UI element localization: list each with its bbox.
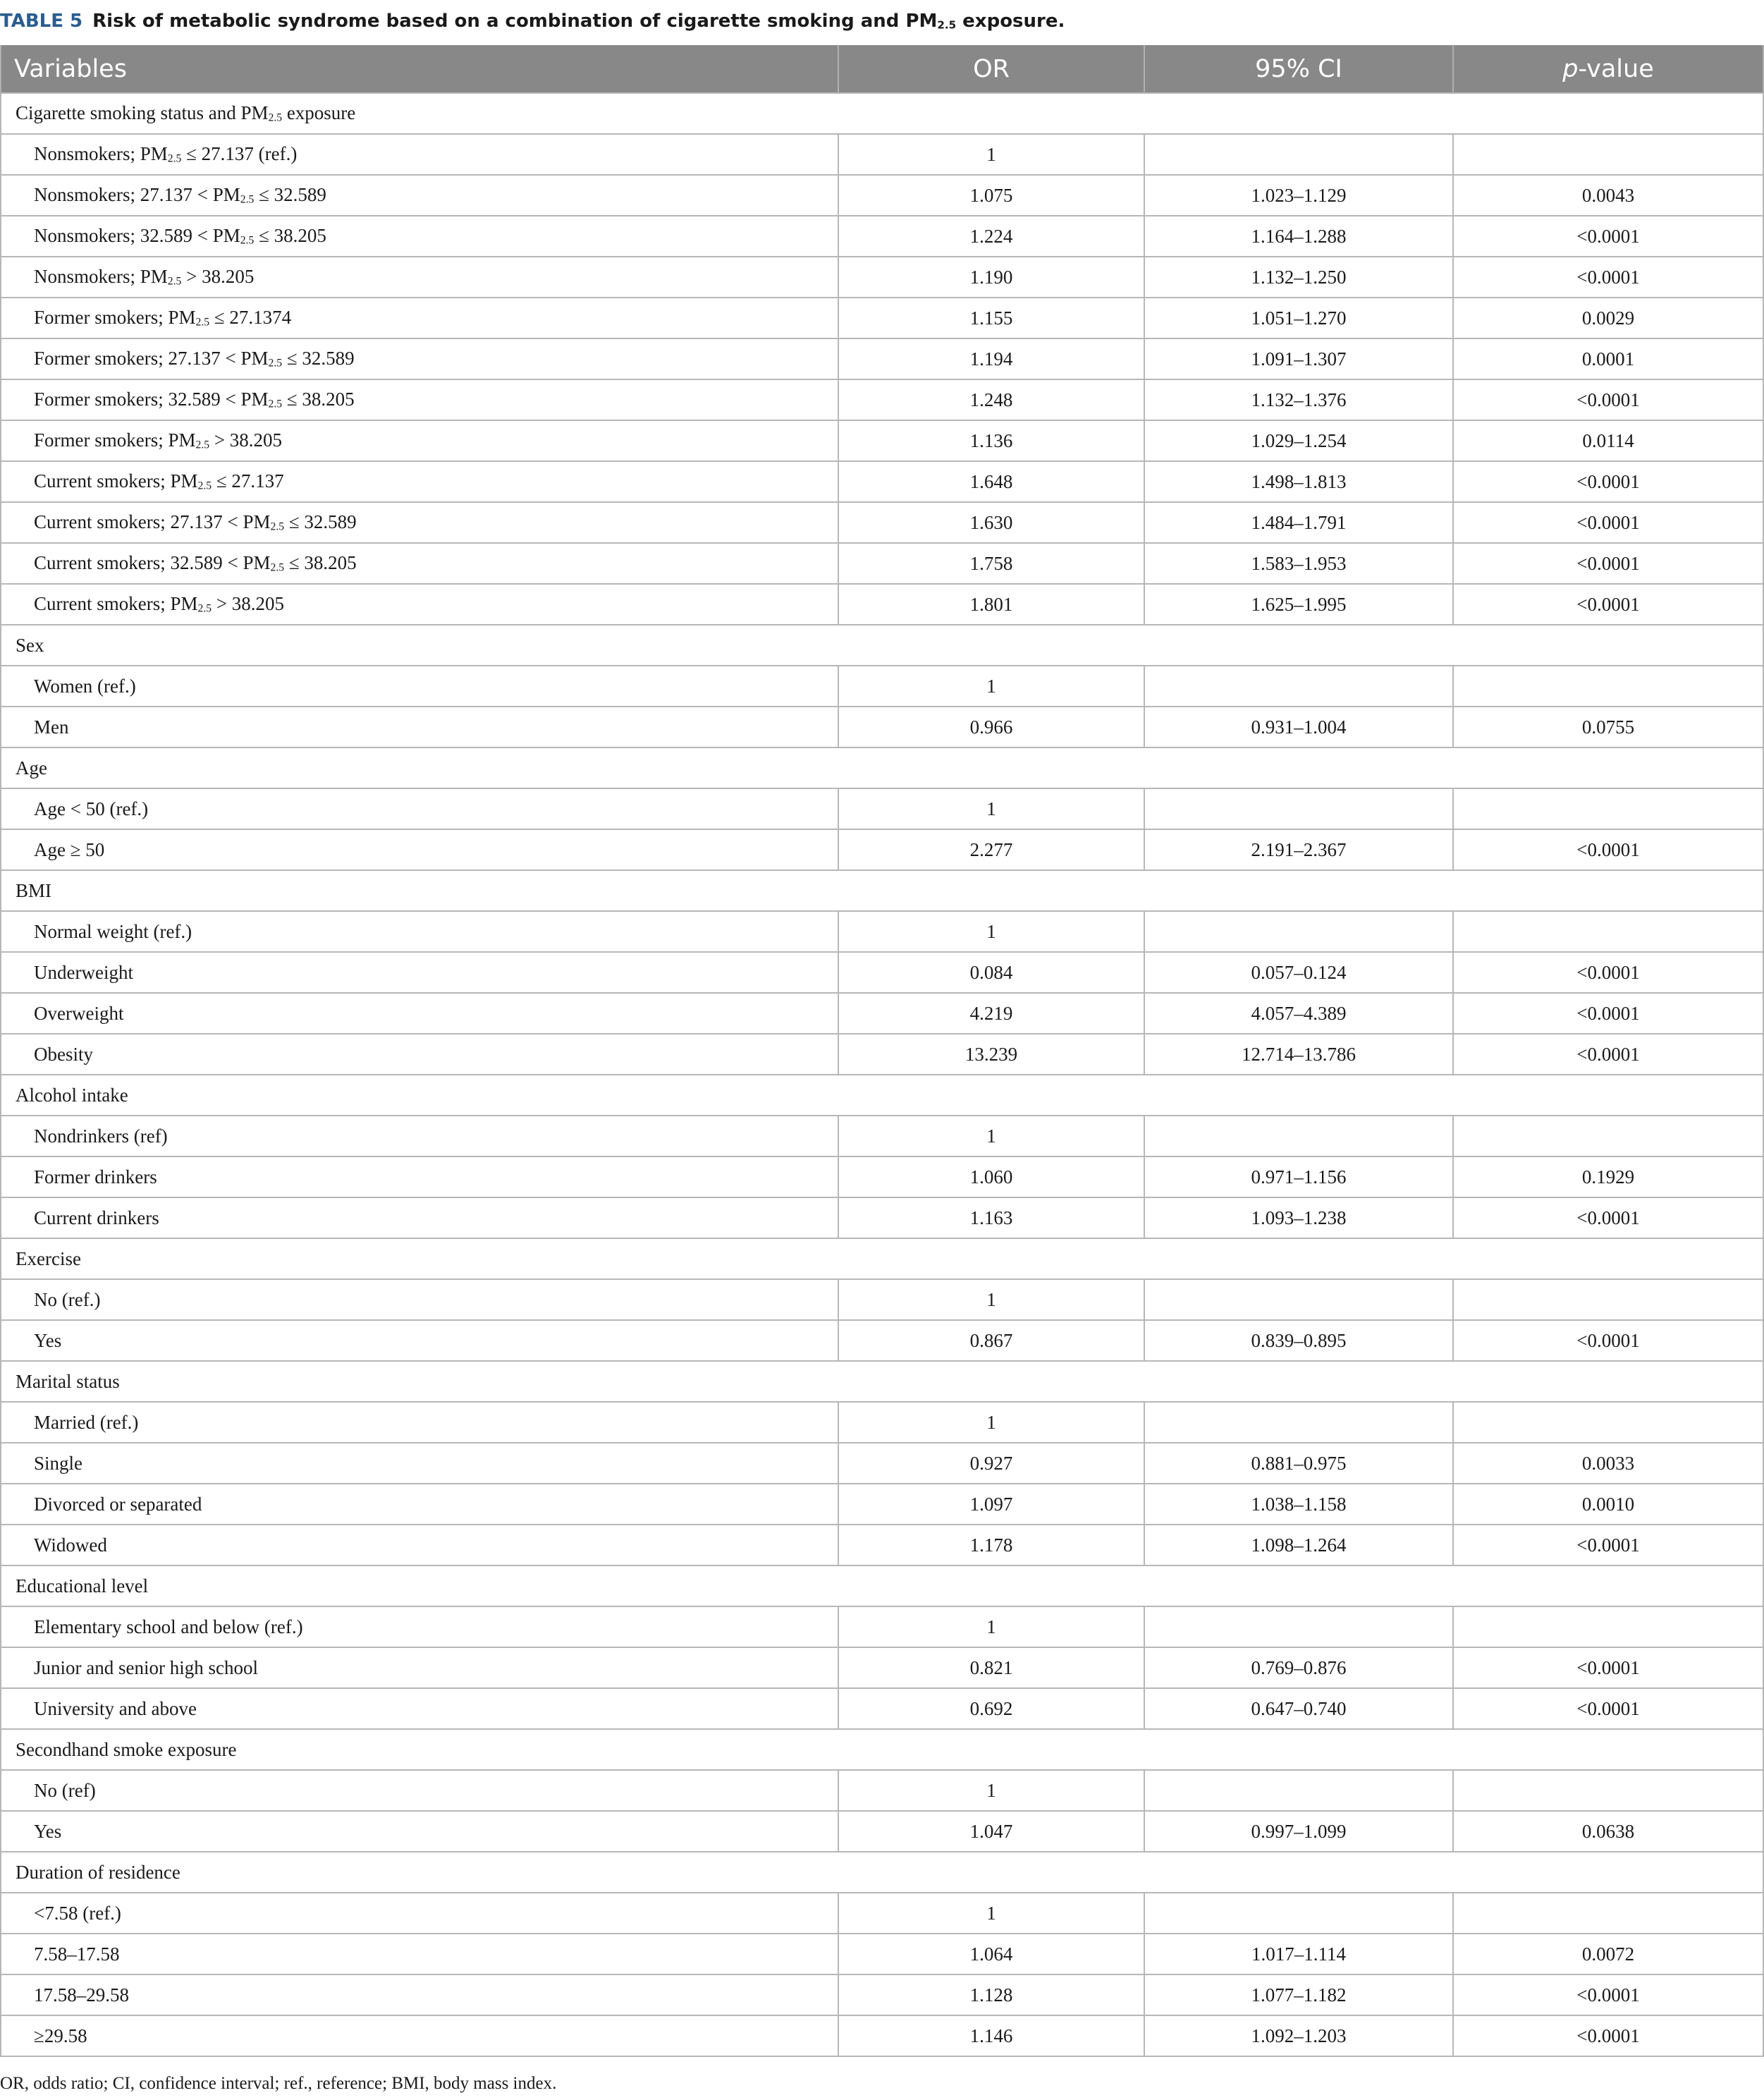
cell-or: 4.219 xyxy=(838,993,1144,1034)
table-row xyxy=(1,338,1763,379)
row-label: Former smokers; $PM_{2.5} \le 27.1374$ xyxy=(1,298,838,338)
cell-p-value: 0.0033 xyxy=(1453,1443,1763,1484)
cell-ci xyxy=(1144,134,1453,175)
row-label: Widowed xyxy=(1,1525,838,1565)
cell-ci xyxy=(1144,911,1453,952)
row-label: Married (ref.) xyxy=(1,1402,838,1443)
table-number: TABLE 5 xyxy=(0,11,83,32)
row-label: Current smokers; $PM_{2.5} > 38.205$ xyxy=(1,584,838,625)
cell-p-value xyxy=(1453,666,1763,707)
cell-p-value xyxy=(1453,1116,1763,1156)
cell-p-value: <0.0001 xyxy=(1453,1034,1763,1075)
cell-p-value xyxy=(1453,1893,1763,1934)
table-row xyxy=(1,216,1763,257)
cell-ci: 1.091–1.307 xyxy=(1144,338,1453,379)
cell-p-value xyxy=(1453,1770,1763,1811)
row-label: Normal weight (ref.) xyxy=(1,911,838,952)
cell-p-value xyxy=(1453,788,1763,829)
group-header-row xyxy=(1,1361,1763,1402)
group-header-row xyxy=(1,625,1763,666)
cell-ci: 1.029–1.254 xyxy=(1144,420,1453,461)
cell-ci: 1.093–1.238 xyxy=(1144,1197,1453,1238)
cell-or: 1.047 xyxy=(838,1811,1144,1852)
header-variables: Variables xyxy=(1,45,838,93)
group-header-row xyxy=(1,1729,1763,1770)
cell-p-value: 0.0043 xyxy=(1453,175,1763,216)
cell-p-value: 0.0755 xyxy=(1453,707,1763,747)
cell-or: 1.630 xyxy=(838,502,1144,543)
table-row xyxy=(1,1443,1763,1484)
cell-or: 1.190 xyxy=(838,257,1144,298)
cell-ci: 1.051–1.270 xyxy=(1144,298,1453,338)
table-row xyxy=(1,257,1763,298)
header-or: OR xyxy=(838,45,1144,93)
table-row xyxy=(1,1402,1763,1443)
table-row xyxy=(1,1974,1763,2015)
cell-p-value: 0.0114 xyxy=(1453,420,1763,461)
cell-ci xyxy=(1144,1279,1453,1320)
cell-p-value: <0.0001 xyxy=(1453,1197,1763,1238)
table-row xyxy=(1,1770,1763,1811)
cell-ci: 1.098–1.264 xyxy=(1144,1525,1453,1565)
cell-p-value xyxy=(1453,911,1763,952)
cell-p-value: <0.0001 xyxy=(1453,543,1763,584)
cell-p-value: 0.0638 xyxy=(1453,1811,1763,1852)
group-title: Marital status xyxy=(1,1361,1763,1402)
group-header-row xyxy=(1,93,1763,134)
cell-or: 1 xyxy=(838,788,1144,829)
cell-p-value: <0.0001 xyxy=(1453,952,1763,993)
cell-or: 0.084 xyxy=(838,952,1144,993)
cell-or: 0.966 xyxy=(838,707,1144,747)
cell-ci: 1.583–1.953 xyxy=(1144,543,1453,584)
table-row xyxy=(1,1893,1763,1934)
cell-or: 1.194 xyxy=(838,338,1144,379)
table-footnote: OR, odds ratio; CI, confidence interval; ref., reference; BMI, body mass index. xyxy=(0,2074,557,2093)
cell-ci: 0.971–1.156 xyxy=(1144,1156,1453,1197)
cell-p-value: 0.1929 xyxy=(1453,1156,1763,1197)
cell-p-value: 0.0010 xyxy=(1453,1484,1763,1525)
cell-ci: 1.498–1.813 xyxy=(1144,461,1453,502)
cell-ci: 1.092–1.203 xyxy=(1144,2015,1453,2056)
cell-ci: 1.132–1.376 xyxy=(1144,379,1453,420)
cell-ci: 0.881–0.975 xyxy=(1144,1443,1453,1484)
table-row xyxy=(1,1279,1763,1320)
row-label: ≥29.58 xyxy=(1,2015,838,2056)
cell-ci: 4.057–4.389 xyxy=(1144,993,1453,1034)
cell-ci: 0.997–1.099 xyxy=(1144,1811,1453,1852)
cell-ci: 1.023–1.129 xyxy=(1144,175,1453,216)
table-row xyxy=(1,1606,1763,1647)
row-label: Current smokers; $32.589 < PM_{2.5} \le 38.205$ xyxy=(1,543,838,584)
cell-or: 1.224 xyxy=(838,216,1144,257)
table-row xyxy=(1,911,1763,952)
cell-or: 1.178 xyxy=(838,1525,1144,1565)
row-label: No (ref.) xyxy=(1,1279,838,1320)
group-header-row xyxy=(1,1565,1763,1606)
cell-or: 0.867 xyxy=(838,1320,1144,1361)
cell-p-value: <0.0001 xyxy=(1453,993,1763,1034)
row-label: Single xyxy=(1,1443,838,1484)
table-row xyxy=(1,993,1763,1034)
table-row xyxy=(1,2015,1763,2056)
table-row xyxy=(1,788,1763,829)
cell-p-value: <0.0001 xyxy=(1453,1525,1763,1565)
cell-ci xyxy=(1144,1402,1453,1443)
cell-p-value: <0.0001 xyxy=(1453,461,1763,502)
cell-or: 1.060 xyxy=(838,1156,1144,1197)
table-row xyxy=(1,502,1763,543)
table-row xyxy=(1,1525,1763,1565)
group-header-row xyxy=(1,1238,1763,1279)
table-row xyxy=(1,1034,1763,1075)
table-row xyxy=(1,298,1763,338)
table-row xyxy=(1,1811,1763,1852)
cell-ci xyxy=(1144,1770,1453,1811)
cell-or: 1 xyxy=(838,666,1144,707)
table-row xyxy=(1,1197,1763,1238)
row-label: Nonsmokers; $32.589 < PM_{2.5} \le 38.205$ xyxy=(1,216,838,257)
cell-ci xyxy=(1144,666,1453,707)
cell-p-value: <0.0001 xyxy=(1453,379,1763,420)
cell-ci xyxy=(1144,1606,1453,1647)
table-row xyxy=(1,1484,1763,1525)
table-body xyxy=(1,93,1763,2056)
table-row xyxy=(1,1320,1763,1361)
row-label: Current smokers; $27.137 < PM_{2.5} \le 32.589$ xyxy=(1,502,838,543)
cell-p-value: <0.0001 xyxy=(1453,216,1763,257)
cell-p-value: <0.0001 xyxy=(1453,257,1763,298)
row-label: Elementary school and below (ref.) xyxy=(1,1606,838,1647)
cell-or: 1.097 xyxy=(838,1484,1144,1525)
row-label: Nondrinkers (ref) xyxy=(1,1116,838,1156)
cell-p-value: <0.0001 xyxy=(1453,584,1763,625)
cell-or: 1.128 xyxy=(838,1974,1144,2015)
row-label: 7.58–17.58 xyxy=(1,1934,838,1974)
cell-p-value xyxy=(1453,1606,1763,1647)
row-label: Divorced or separated xyxy=(1,1484,838,1525)
cell-or: 1 xyxy=(838,1606,1144,1647)
row-label: Former drinkers xyxy=(1,1156,838,1197)
row-label: Obesity xyxy=(1,1034,838,1075)
cell-or: 1.146 xyxy=(838,2015,1144,2056)
group-title: BMI xyxy=(1,870,1763,911)
group-header-row xyxy=(1,870,1763,911)
row-label: Underweight xyxy=(1,952,838,993)
row-label: Nonsmokers; $PM_{2.5} \le 27.137$ (ref.) xyxy=(1,134,838,175)
cell-ci: 0.057–0.124 xyxy=(1144,952,1453,993)
cell-p-value: <0.0001 xyxy=(1453,829,1763,870)
cell-or: 1.155 xyxy=(838,298,1144,338)
cell-ci: 1.077–1.182 xyxy=(1144,1974,1453,2015)
cell-or: 2.277 xyxy=(838,829,1144,870)
cell-ci: 0.769–0.876 xyxy=(1144,1647,1453,1688)
table-caption xyxy=(0,3,1065,39)
row-label: Current smokers; $PM_{2.5} \le 27.137$ xyxy=(1,461,838,502)
cell-ci: 0.647–0.740 xyxy=(1144,1688,1453,1729)
cell-or: 1 xyxy=(838,1402,1144,1443)
group-header-row xyxy=(1,747,1763,788)
cell-or: 1.136 xyxy=(838,420,1144,461)
table-row xyxy=(1,584,1763,625)
row-label: Former smokers; $27.137 < PM_{2.5} \le 32.589$ xyxy=(1,338,838,379)
cell-ci: 1.484–1.791 xyxy=(1144,502,1453,543)
cell-ci xyxy=(1144,1893,1453,1934)
cell-ci: 1.132–1.250 xyxy=(1144,257,1453,298)
table-row xyxy=(1,379,1763,420)
row-label: Current drinkers xyxy=(1,1197,838,1238)
row-label: Former smokers; $32.589 < PM_{2.5} \le 38.205$ xyxy=(1,379,838,420)
group-title: Educational level xyxy=(1,1565,1763,1606)
table-row xyxy=(1,666,1763,707)
cell-p-value xyxy=(1453,1279,1763,1320)
cell-or: 1.648 xyxy=(838,461,1144,502)
group-title: Age xyxy=(1,747,1763,788)
cell-or: 1 xyxy=(838,1279,1144,1320)
cell-ci xyxy=(1144,788,1453,829)
cell-p-value: <0.0001 xyxy=(1453,1688,1763,1729)
row-label: Yes xyxy=(1,1320,838,1361)
row-label: Nonsmokers; $PM_{2.5} > 38.205$ xyxy=(1,257,838,298)
group-title: Secondhand smoke exposure xyxy=(1,1729,1763,1770)
row-label: 17.58–29.58 xyxy=(1,1974,838,2015)
cell-or: 1 xyxy=(838,1116,1144,1156)
table-row xyxy=(1,543,1763,584)
group-title: Sex xyxy=(1,625,1763,666)
row-label: Men xyxy=(1,707,838,747)
group-title: Duration of residence xyxy=(1,1852,1763,1893)
cell-ci: 2.191–2.367 xyxy=(1144,829,1453,870)
table-row xyxy=(1,461,1763,502)
group-title: Exercise xyxy=(1,1238,1763,1279)
table-row xyxy=(1,1647,1763,1688)
header-p-value: p-value xyxy=(1453,45,1763,93)
row-label: <7.58 (ref.) xyxy=(1,1893,838,1934)
cell-or: 1 xyxy=(838,911,1144,952)
header-row xyxy=(1,45,1763,93)
cell-or: 1.248 xyxy=(838,379,1144,420)
cell-p-value: <0.0001 xyxy=(1453,2015,1763,2056)
table-row xyxy=(1,829,1763,870)
cell-p-value: <0.0001 xyxy=(1453,1320,1763,1361)
group-header-row xyxy=(1,1075,1763,1116)
cell-p-value: 0.0001 xyxy=(1453,338,1763,379)
cell-ci: 1.164–1.288 xyxy=(1144,216,1453,257)
cell-or: 1.758 xyxy=(838,543,1144,584)
results-table xyxy=(0,45,1764,2057)
row-label: Junior and senior high school xyxy=(1,1647,838,1688)
table-row xyxy=(1,1116,1763,1156)
cell-or: 0.821 xyxy=(838,1647,1144,1688)
cell-ci: 12.714–13.786 xyxy=(1144,1034,1453,1075)
table-row xyxy=(1,707,1763,747)
group-title: Cigarette smoking status and $PM_{2.5}$ exposure xyxy=(1,93,1763,134)
group-header-row xyxy=(1,1852,1763,1893)
cell-ci: 0.931–1.004 xyxy=(1144,707,1453,747)
cell-p-value xyxy=(1453,1402,1763,1443)
cell-or: 1 xyxy=(838,134,1144,175)
cell-p-value xyxy=(1453,134,1763,175)
row-label: Yes xyxy=(1,1811,838,1852)
header-ci: 95% CI xyxy=(1144,45,1453,93)
cell-ci: 1.038–1.158 xyxy=(1144,1484,1453,1525)
row-label: Overweight xyxy=(1,993,838,1034)
cell-or: 0.927 xyxy=(838,1443,1144,1484)
cell-or: 1.075 xyxy=(838,175,1144,216)
cell-p-value: 0.0029 xyxy=(1453,298,1763,338)
row-label: Women (ref.) xyxy=(1,666,838,707)
cell-or: 1 xyxy=(838,1893,1144,1934)
row-label: Nonsmokers; $27.137 < PM_{2.5} \le 32.589$ xyxy=(1,175,838,216)
row-label: Former smokers; $PM_{2.5} > 38.205$ xyxy=(1,420,838,461)
group-title: Alcohol intake xyxy=(1,1075,1763,1116)
cell-p-value: <0.0001 xyxy=(1453,502,1763,543)
table-row xyxy=(1,1156,1763,1197)
cell-p-value: <0.0001 xyxy=(1453,1974,1763,2015)
table-row xyxy=(1,952,1763,993)
row-label: University and above xyxy=(1,1688,838,1729)
cell-or: 0.692 xyxy=(838,1688,1144,1729)
cell-or: 1.163 xyxy=(838,1197,1144,1238)
row-label: Age ≥ 50 xyxy=(1,829,838,870)
cell-or: 13.239 xyxy=(838,1034,1144,1075)
row-label: Age < 50 (ref.) xyxy=(1,788,838,829)
cell-or: 1.064 xyxy=(838,1934,1144,1974)
table-row xyxy=(1,175,1763,216)
cell-ci: 1.625–1.995 xyxy=(1144,584,1453,625)
table-row xyxy=(1,1688,1763,1729)
cell-ci: 1.017–1.114 xyxy=(1144,1934,1453,1974)
cell-or: 1 xyxy=(838,1770,1144,1811)
table-title: Risk of metabolic syndrome based on a combination of cigarette smoking and $PM_{2.5}$ exposure. xyxy=(92,11,1065,32)
cell-ci: 0.839–0.895 xyxy=(1144,1320,1453,1361)
cell-p-value: 0.0072 xyxy=(1453,1934,1763,1974)
table-row xyxy=(1,134,1763,175)
cell-p-value: <0.0001 xyxy=(1453,1647,1763,1688)
row-label: No (ref) xyxy=(1,1770,838,1811)
cell-or: 1.801 xyxy=(838,584,1144,625)
table-row xyxy=(1,420,1763,461)
cell-ci xyxy=(1144,1116,1453,1156)
table-row xyxy=(1,1934,1763,1974)
